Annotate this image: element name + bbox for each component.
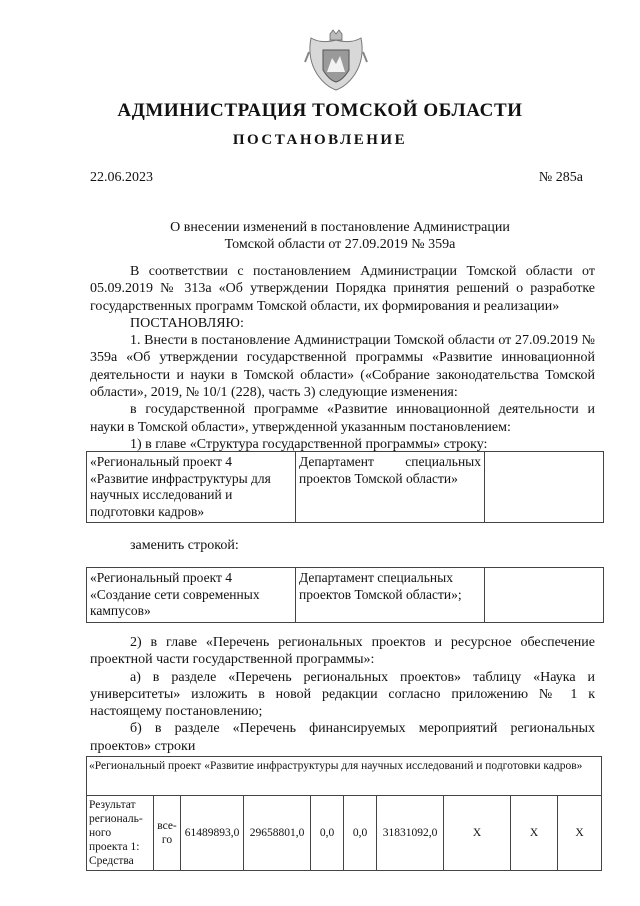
paragraph-item-2a: а) в разделе «Перечень региональных проектов» таблицу «Наука и университеты» изложить в новой редакции согласно приложению № 1 к настоящему постановлению; [90, 669, 595, 720]
table-cell: «Региональный проект 4 «Развитие инфраструктуры для научных исследований и подготовки кадров» [87, 452, 296, 523]
paragraph-structure: 1) в главе «Структура государственной программы» строку: [130, 436, 488, 452]
paragraph-resolve: ПОСТАНОВЛЯЮ: [130, 315, 244, 331]
paragraph-program: в государственной программе «Развитие инновационной деятельности и науки в Томской области», утвержденной указанным постановлением: [90, 402, 595, 435]
table-row [87, 796, 602, 871]
paragraph-item-2b: б) в разделе «Перечень финансируемых мероприятий региональных проектов» строки [90, 721, 595, 754]
table-cell [485, 452, 604, 523]
document-number: № 285а [538, 170, 583, 185]
table-cell [485, 568, 604, 623]
table-cell: Департамент специальных проектов Томской области»; [296, 568, 485, 623]
table-cell: Х [511, 796, 558, 871]
table-cell: 0,0 [311, 796, 344, 871]
coat-of-arms-icon [303, 28, 369, 94]
table-row [87, 757, 602, 796]
replace-label: заменить строкой: [130, 538, 239, 553]
document-subject [90, 219, 590, 253]
paragraph-item-1: 1. Внести в постановление Администрации Томской области от 27.09.2019 № 359а «Об утверждении государственной программы «Развитие инновационной деятельности и науки в Томской области» («Собрание законодательства Томской области», 2019, № 10/1 (228), часть 3) следующие изменения: [90, 333, 595, 401]
table-row [87, 568, 604, 623]
table-cell: Результат региональ-ного проекта 1: Средства [87, 796, 154, 871]
paragraph-basis: В соответствии с постановлением Администрации Томской области от 05.09.2019 № 313а «Об утверждении Порядка принятия решений о разработке государственных программ Томской области, их формирования и реализации» [90, 264, 595, 314]
table-row [87, 452, 604, 523]
document-type: ПОСТАНОВЛЕНИЕ [232, 132, 408, 148]
old-row-table [86, 451, 604, 523]
table-header-cell: «Региональный проект «Развитие инфраструктуры для научных исследований и подготовки кадров» [87, 757, 602, 796]
table-cell: Департамент специальных проектов Томской области» [296, 452, 485, 523]
table-cell: Х [444, 796, 511, 871]
document-body [90, 263, 595, 453]
subject-line-1: О внесении изменений в постановление Администрации [170, 220, 510, 235]
document-date: 22.06.2023 [90, 170, 153, 185]
table-cell: Х [558, 796, 602, 871]
table-cell: все-го [154, 796, 181, 871]
paragraph-item-2: 2) в главе «Перечень региональных проектов и ресурсное обеспечение проектной части государственной программы»: [90, 635, 595, 668]
table-cell: «Региональный проект 4 «Создание сети современных кампусов» [87, 568, 296, 623]
new-row-table [86, 567, 604, 623]
table-cell: 0,0 [344, 796, 377, 871]
table-cell: 61489893,0 [181, 796, 244, 871]
subject-line-2: Томской области от 27.09.2019 № 359а [224, 237, 456, 252]
organization-title: АДМИНИСТРАЦИЯ ТОМСКОЙ ОБЛАСТИ [117, 100, 523, 121]
table-cell: 29658801,0 [244, 796, 311, 871]
table-cell: 31831092,0 [377, 796, 444, 871]
document-body-continued [90, 634, 595, 755]
financing-table [86, 756, 602, 871]
